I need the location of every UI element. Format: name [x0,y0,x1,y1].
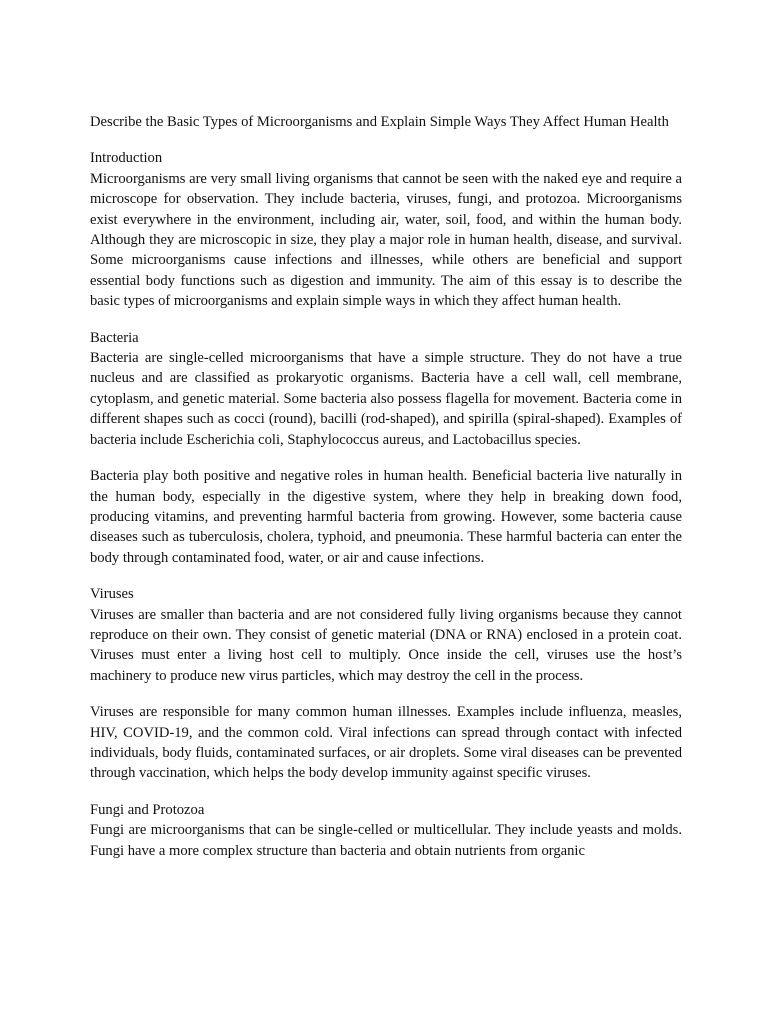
section-viruses [90,584,682,784]
document-title: Describe the Basic Types of Microorganisms and Explain Simple Ways They Affect Human Health [90,114,669,130]
section-heading-introduction: Introduction [90,150,163,167]
section-heading-viruses: Viruses [90,586,134,603]
section-heading-bacteria: Bacteria [90,329,139,346]
paragraph: Bacteria are single-celled microorganisms that have a simple structure. They do not have a true nucleus and are classified as prokaryotic organisms. Bacteria have a cell wall, cell membrane, cytoplasm, and genetic material. Some bacteria also possess flagella for movement. Bacteria come in different shapes such as cocci (round), bacilli (rod-shaped), and spirilla (spiral-shaped). Examples of bacteria include Escherichia coli, Staphylococcus aureus, and Lactobacillus species. [90,350,682,448]
paragraph: Fungi are microorganisms that can be single-celled or multicellular. They include yeasts and molds. Fungi have a more complex structure than bacteria and obtain nutrients from organic [90,822,682,859]
paragraph: Viruses are responsible for many common human illnesses. Examples include influenza, measles, HIV, COVID-19, and the common cold. Viral infections can spread through contact with infected individuals, body fluids, contaminated surfaces, or air droplets. Some viral diseases can be prevented through vaccination, which helps the body develop immunity against specific viruses. [90,704,682,782]
document-page [90,112,682,877]
section-bacteria [90,328,682,568]
paragraph: Bacteria play both positive and negative roles in human health. Beneficial bacteria live naturally in the human body, especially in the digestive system, where they help in breaking down food, producing vitamins, and preventing harmful bacteria from growing. However, some bacteria cause diseases such as tuberculosis, cholera, typhoid, and pneumonia. These harmful bacteria can enter the body through contaminated food, water, or air and cause infections. [90,468,682,566]
section-introduction [90,148,682,311]
paragraph: Viruses are smaller than bacteria and are not considered fully living organisms because they cannot reproduce on their own. They consist of genetic material (DNA or RNA) enclosed in a protein coat. Viruses must enter a living host cell to multiply. Once inside the cell, viruses use the host’s machinery to produce new virus particles, which may destroy the cell in the process. [90,606,682,684]
section-fungi-protozoa [90,800,682,861]
paragraph: Microorganisms are very small living organisms that cannot be seen with the naked eye and require a microscope for observation. They include bacteria, viruses, fungi, and protozoa. Microorganisms exist everywhere in the environment, including air, water, soil, food, and within the human body. Although they are microscopic in size, they play a major role in human health, disease, and survival. Some microorganisms cause infections and illnesses, while others are beneficial and support essential body functions such as digestion and immunity. The aim of this essay is to describe the basic types of microorganisms and explain simple ways in which they affect human health. [90,170,682,310]
section-heading-fungi-protozoa: Fungi and Protozoa [90,801,205,818]
